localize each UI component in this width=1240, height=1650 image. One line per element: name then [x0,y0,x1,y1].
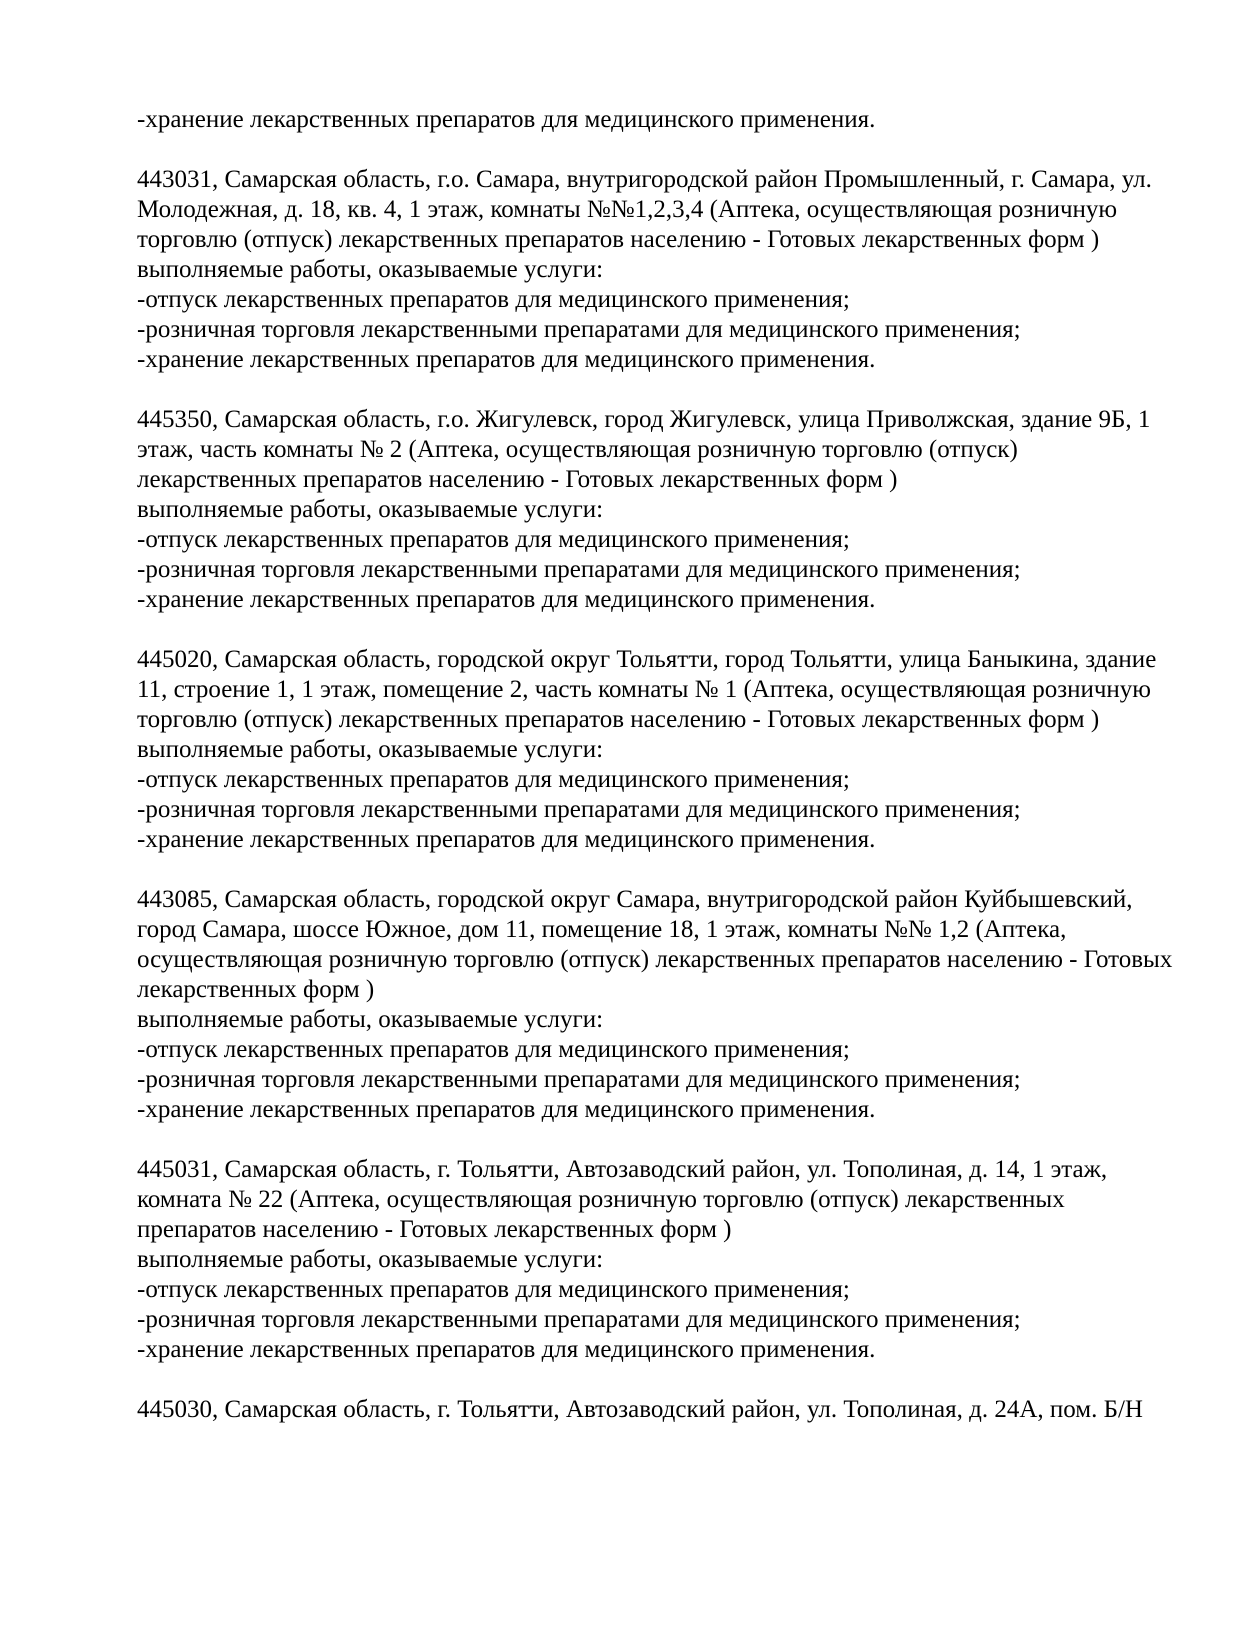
address-line: комната № 22 (Аптека, осуществляющая розничную торговлю (отпуск) лекарственных [137,1186,1065,1213]
license-entry-445030 [137,1395,1143,1425]
service-item-retail: -розничная торговля лекарственными препаратами для медицинского применения; [137,1066,1021,1093]
license-entry-445350 [137,405,1151,615]
service-item-storage: -хранение лекарственных препаратов для медицинского применения. [137,1096,876,1123]
service-item-storage: -хранение лекарственных препаратов для медицинского применения. [137,826,876,853]
address-line: торговлю (отпуск) лекарственных препаратов населению - Готовых лекарственных форм ) [137,706,1100,733]
address-line: лекарственных препаратов населению - Готовых лекарственных форм ) [137,466,898,493]
service-item-retail: -розничная торговля лекарственными препаратами для медицинского применения; [137,316,1021,343]
address-line: торговлю (отпуск) лекарственных препаратов населению - Готовых лекарственных форм ) [137,226,1100,253]
service-item-dispensing: -отпуск лекарственных препаратов для медицинского применения; [137,1276,850,1303]
service-item-dispensing: -отпуск лекарственных препаратов для медицинского применения; [137,1036,850,1063]
works-services-header: выполняемые работы, оказываемые услуги: [137,1246,604,1273]
address-line: препаратов населению - Готовых лекарственных форм ) [137,1216,732,1243]
license-entry-445031 [137,1155,1120,1365]
service-item-dispensing: -отпуск лекарственных препаратов для медицинского применения; [137,286,850,313]
address-line: 443085, Самарская область, городской округ Самара, внутригородской район Куйбышевский, [137,886,1133,913]
license-entry-443031 [137,165,1152,375]
address-line: Молодежная, д. 18, кв. 4, 1 этаж, комнаты №№1,2,3,4 (Аптека, осуществляющая розничную [137,196,1118,223]
works-services-header: выполняемые работы, оказываемые услуги: [137,496,604,523]
service-item-retail: -розничная торговля лекарственными препаратами для медицинского применения; [137,1306,1021,1333]
works-services-header: выполняемые работы, оказываемые услуги: [137,256,604,283]
address-line: город Самара, шоссе Южное, дом 11, помещение 18, 1 этаж, комнаты №№ 1,2 (Аптека, [137,916,1067,943]
address-line: 11, строение 1, 1 этаж, помещение 2, часть комнаты № 1 (Аптека, осуществляющая розничную [137,676,1151,703]
address-line: лекарственных форм ) [137,976,375,1003]
continuation-service-storage [137,105,1120,135]
address-line: 445031, Самарская область, г. Тольятти, Автозаводский район, ул. Тополиная, д. 14, 1 этаж, [137,1156,1108,1183]
license-entry-443085 [137,885,1173,1125]
service-item-storage: -хранение лекарственных препаратов для медицинского применения. [137,346,876,373]
service-item-storage: -хранение лекарственных препаратов для медицинского применения. [137,1336,876,1363]
service-item-retail: -розничная торговля лекарственными препаратами для медицинского применения; [137,796,1021,823]
address-line: этаж, часть комнаты № 2 (Аптека, осуществляющая розничную торговлю (отпуск) [137,436,1018,463]
service-item-storage: -хранение лекарственных препаратов для медицинского применения. [137,106,876,133]
service-item-storage: -хранение лекарственных препаратов для медицинского применения. [137,586,876,613]
address-line: 445030, Самарская область, г. Тольятти, Автозаводский район, ул. Тополиная, д. 24А, пом. Б/Н [137,1396,1143,1423]
works-services-header: выполняемые работы, оказываемые услуги: [137,1006,604,1033]
service-item-retail: -розничная торговля лекарственными препаратами для медицинского применения; [137,556,1021,583]
address-line: осуществляющая розничную торговлю (отпуск) лекарственных препаратов населению - Готовых [137,946,1173,973]
address-line: 445020, Самарская область, городской округ Тольятти, город Тольятти, улица Баныкина, здание [137,646,1157,673]
address-line: 443031, Самарская область, г.о. Самара, внутригородской район Промышленный, г. Самара, ул. [137,166,1152,193]
service-item-dispensing: -отпуск лекарственных препаратов для медицинского применения; [137,766,850,793]
works-services-header: выполняемые работы, оказываемые услуги: [137,736,604,763]
service-item-dispensing: -отпуск лекарственных препаратов для медицинского применения; [137,526,850,553]
address-line: 445350, Самарская область, г.о. Жигулевск, город Жигулевск, улица Приволжская, здание 9Б, 1 [137,406,1151,433]
license-entry-445020 [137,645,1157,855]
